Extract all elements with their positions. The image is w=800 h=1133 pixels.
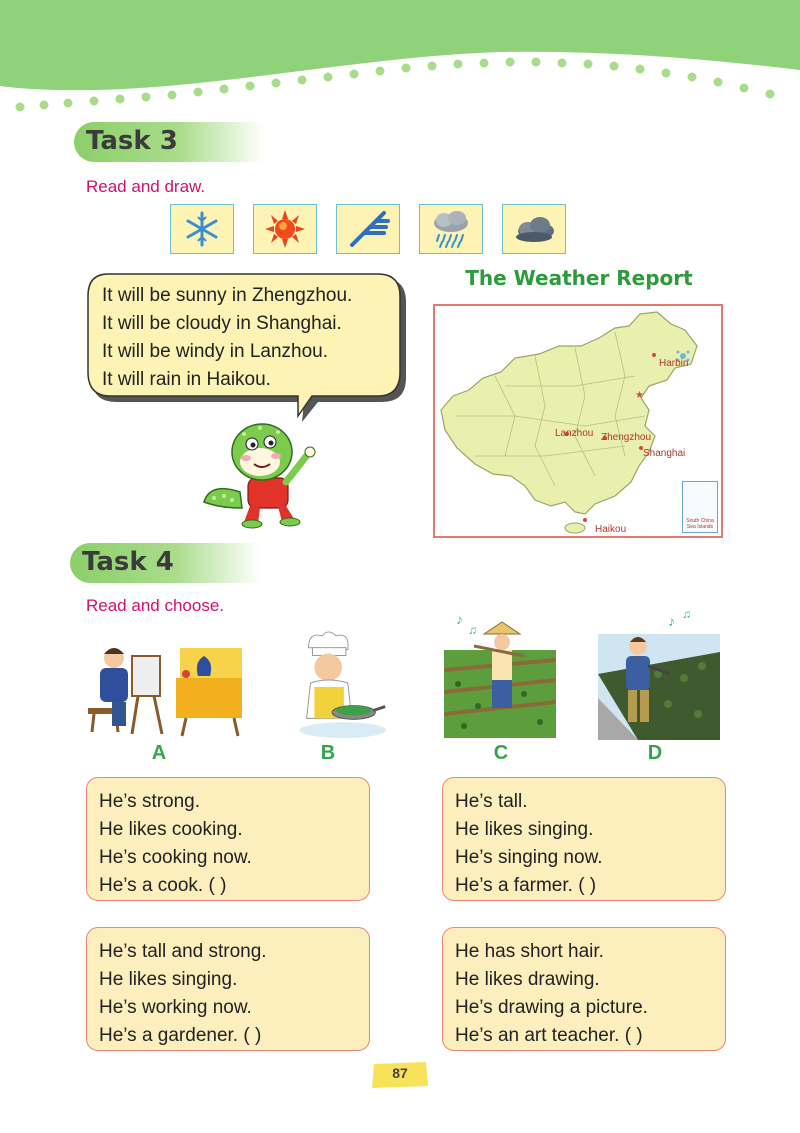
weather-tile-rain	[419, 204, 483, 254]
south-china-sea-inset	[682, 481, 718, 533]
svg-text:♫: ♫	[682, 607, 691, 621]
card-answer-line[interactable]: He’s a cook. ( )	[99, 875, 227, 896]
card-line: He’s singing now.	[455, 847, 603, 868]
map-city-label: Harbin	[659, 358, 689, 369]
speech-bubble	[86, 272, 406, 422]
picture-a-artist	[86, 628, 246, 738]
rain-cloud-icon	[429, 209, 473, 249]
weather-tile-sun	[253, 204, 317, 254]
task3-instruction: Read and draw.	[86, 177, 206, 196]
map-city-label: Lanzhou	[555, 428, 594, 439]
svg-text:♫: ♫	[468, 623, 477, 637]
task4-instruction: Read and choose.	[86, 596, 224, 615]
picture-letter: C	[493, 742, 509, 764]
card-line: He’s tall and strong.	[99, 941, 267, 962]
sun-icon	[263, 209, 307, 249]
page-number: 87	[392, 1065, 408, 1081]
card-answer-line[interactable]: He’s a gardener. ( )	[99, 1025, 262, 1046]
card-answer-line[interactable]: He’s an art teacher. ( )	[455, 1025, 643, 1046]
bubble-line: It will rain in Haikou.	[102, 369, 271, 390]
card-line: He likes singing.	[99, 969, 238, 990]
svg-text:♪: ♪	[668, 613, 675, 629]
card-line: He’s cooking now.	[99, 847, 252, 868]
top-decorative-band	[0, 0, 800, 120]
picture-letter: D	[647, 742, 663, 764]
description-card	[442, 927, 726, 1051]
weather-tile-cloud	[502, 204, 566, 254]
picture-d-gardener	[598, 604, 720, 740]
picture-letter: A	[151, 742, 167, 764]
map-city-label: Shanghai	[643, 448, 686, 459]
task4-header	[70, 543, 260, 583]
task3-title: Task 3	[86, 126, 178, 156]
inset-label: South China Sea Islands	[686, 518, 714, 530]
bubble-line: It will be cloudy in Shanghai.	[102, 313, 342, 334]
card-line: He’s tall.	[455, 791, 528, 812]
card-line: He’s strong.	[99, 791, 201, 812]
page-number-badge	[370, 1060, 430, 1090]
card-answer-line[interactable]: He’s a farmer. ( )	[455, 875, 597, 896]
picture-letter: B	[320, 742, 336, 764]
map-title: The Weather Report	[465, 266, 693, 290]
task3-header	[74, 122, 264, 162]
card-line: He’s drawing a picture.	[455, 997, 648, 1018]
svg-text:★: ★	[635, 390, 644, 401]
card-line: He likes drawing.	[455, 969, 600, 990]
card-line: He has short hair.	[455, 941, 604, 962]
description-card	[442, 777, 726, 901]
snowflake-icon	[180, 209, 224, 249]
map-city-label: Zhengzhou	[601, 432, 652, 443]
card-line: He likes cooking.	[99, 819, 243, 840]
cloud-icon	[512, 209, 556, 249]
picture-b-cook	[288, 628, 388, 738]
map-city-label: Haikou	[595, 524, 627, 535]
card-line: He’s working now.	[99, 997, 252, 1018]
china-map-illustration	[435, 306, 723, 538]
description-card	[86, 927, 370, 1051]
dinosaur-mascot-illustration	[200, 412, 330, 532]
description-card	[86, 777, 370, 901]
wind-icon	[346, 209, 390, 249]
picture-c-farmer	[444, 610, 556, 738]
svg-text:♪: ♪	[456, 611, 463, 627]
weather-tile-wind	[336, 204, 400, 254]
card-line: He likes singing.	[455, 819, 594, 840]
weather-tile-snow	[170, 204, 234, 254]
weather-map	[433, 304, 723, 538]
bubble-line: It will be windy in Lanzhou.	[102, 341, 329, 362]
bubble-line: It will be sunny in Zhengzhou.	[102, 285, 353, 306]
task4-title: Task 4	[82, 547, 174, 577]
